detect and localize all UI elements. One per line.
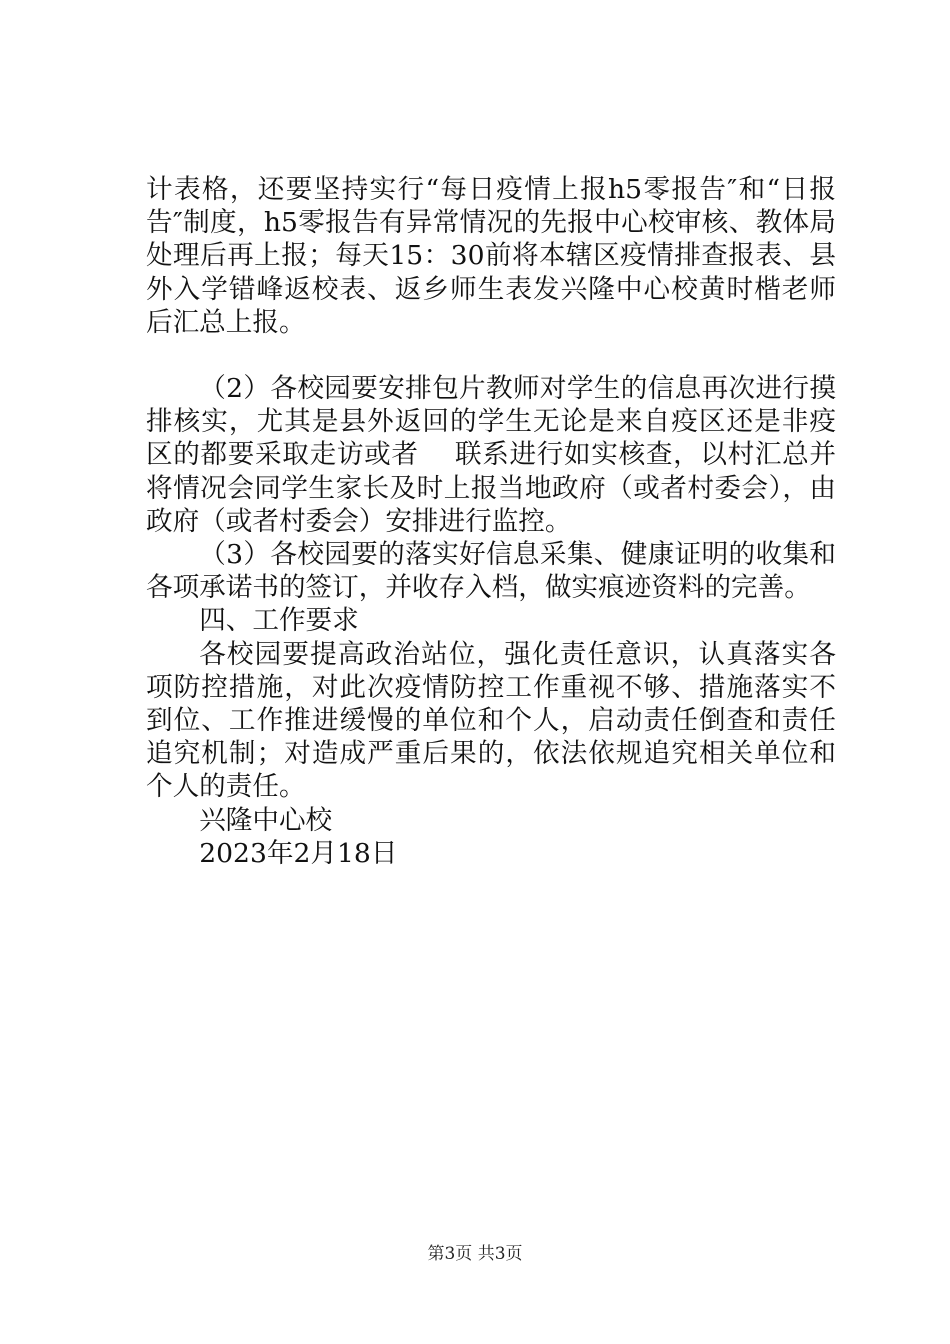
document-body bbox=[146, 173, 836, 870]
paragraph-reporting-continued: 计表格，还要坚持实行“每日疫情上报h5零报告″和“日报告″制度，h5零报告有异常情况的先报中心校审核、教体局处理后再上报；每天15：30前将本辖区疫情排查报表、县外入学错峰返校表、返乡师生表发兴隆中心校黄时楷老师后汇总上报。 bbox=[146, 174, 836, 338]
page-footer bbox=[0, 1243, 950, 1265]
section-heading-work-requirements: 四、工作要求 bbox=[199, 605, 359, 637]
page-number-label: 第3页 共3页 bbox=[427, 1244, 523, 1264]
paragraph-item-3: （3）各校园要的落实好信息采集、健康证明的收集和各项承诺书的签订，并收存入档，做实痕迹资料的完善。 bbox=[146, 539, 836, 604]
paragraph-item-2: （2）各校园要安排包片教师对学生的信息再次进行摸排核实，尤其是县外返回的学生无论是来自疫区还是非疫区的都要采取走访或者 联系进行如实核查，以村汇总并将情况会同学生家长及时上报当地政府（或者村委会），由政府（或者村委会）安排进行监控。 bbox=[146, 373, 836, 537]
paragraph-requirements: 各校园要提高政治站位，强化责任意识，认真落实各项防控措施，对此次疫情防控工作重视不够、措施落实不到位、工作推进缓慢的单位和个人，启动责任倒查和责任追究机制；对造成严重后果的，依法依规追究相关单位和个人的责任。 bbox=[146, 638, 836, 803]
signature-date: 2023年2月18日 bbox=[199, 837, 398, 869]
signature-organization: 兴隆中心校 bbox=[199, 804, 333, 836]
